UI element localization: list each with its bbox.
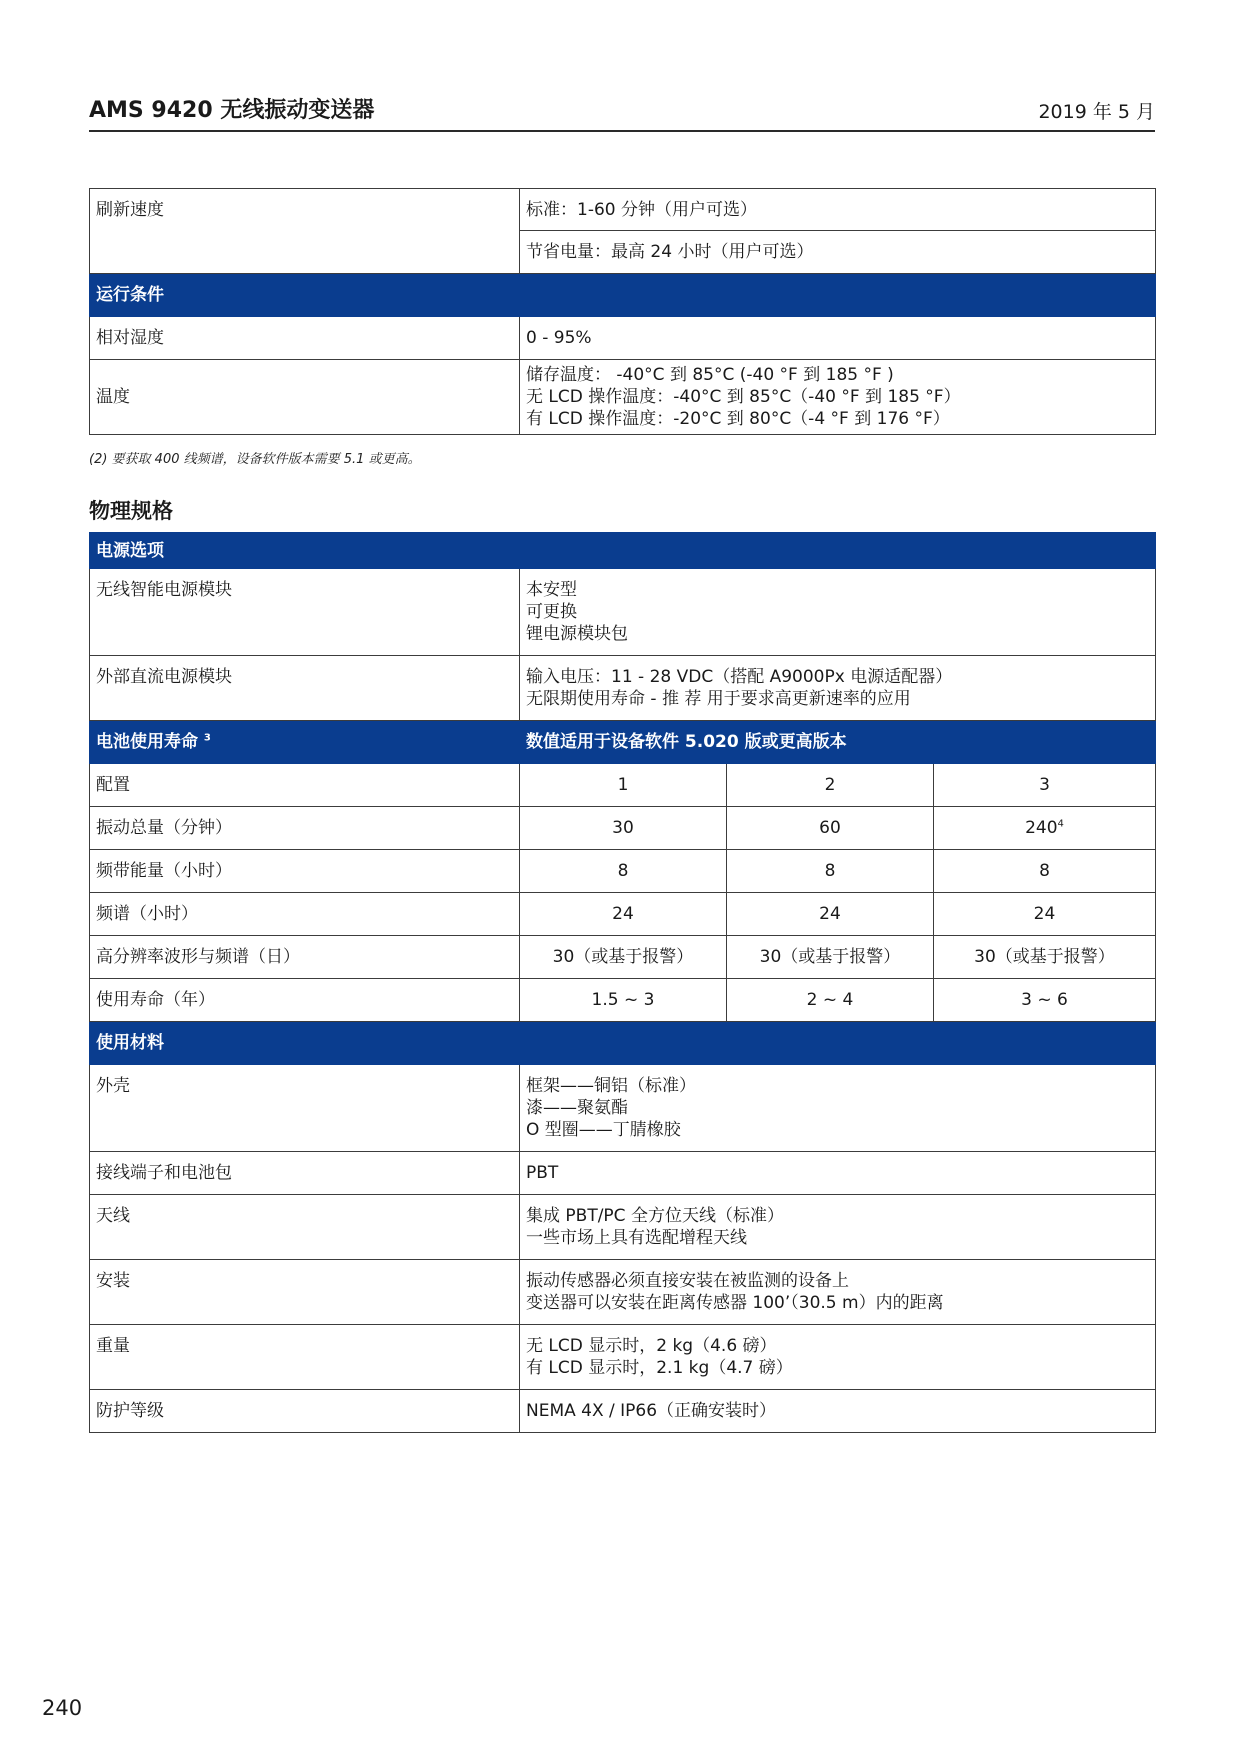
- battery-cell: 24: [727, 893, 934, 936]
- table-row: [90, 656, 1156, 721]
- battery-cell: 8: [934, 850, 1156, 893]
- housing-line: 框架——铜铝（标准）: [526, 1076, 696, 1096]
- housing-value: [520, 1065, 1156, 1152]
- battery-cell: 2: [727, 764, 934, 807]
- smart-power-label: 无线智能电源模块: [90, 569, 520, 656]
- battery-cell: 60: [727, 807, 934, 850]
- document-date: 2019 年 5 月: [1038, 101, 1155, 123]
- temperature-with-lcd: 有 LCD 操作温度：-20°C 到 80°C（-4 °F 到 176 °F）: [526, 409, 950, 429]
- battery-cell: 1: [520, 764, 727, 807]
- table-row: [90, 569, 1156, 656]
- table-row: [90, 850, 1156, 893]
- section-heading: 物理规格: [89, 499, 173, 523]
- temperature-no-lcd: 无 LCD 操作温度：-40°C 到 85°C（-40 °F 到 185 °F）: [526, 387, 961, 407]
- battery-life-title: 电池使用寿命: [96, 732, 198, 752]
- smart-power-line: 本安型: [526, 580, 577, 600]
- table-row: [90, 979, 1156, 1022]
- physical-spec-table: [89, 532, 1156, 1433]
- table-row: [90, 317, 1156, 360]
- battery-row-label: 频带能量（小时）: [90, 850, 520, 893]
- battery-row-label: 高分辨率波形与频谱（日）: [90, 936, 520, 979]
- battery-cell: [934, 807, 1156, 850]
- temperature-value: [520, 360, 1156, 435]
- operating-conditions-header: 运行条件: [90, 274, 1156, 317]
- battery-cell: 2 ~ 4: [727, 979, 934, 1022]
- battery-cell: 24: [934, 893, 1156, 936]
- battery-cell: 24: [520, 893, 727, 936]
- battery-life-header: [90, 721, 520, 764]
- mounting-label: 安装: [90, 1260, 520, 1325]
- weight-value: [520, 1325, 1156, 1390]
- humidity-label: 相对湿度: [90, 317, 520, 360]
- footnote-ref: 3: [203, 732, 211, 744]
- refresh-rate-label: 刷新速度: [90, 189, 520, 274]
- section-band: [90, 721, 1156, 764]
- operating-spec-table: [89, 188, 1156, 435]
- external-dc-line: 输入电压：11 - 28 VDC（搭配 A9000Px 电源适配器）: [526, 667, 953, 687]
- battery-cell: 1.5 ~ 3: [520, 979, 727, 1022]
- mounting-value: [520, 1260, 1156, 1325]
- power-options-header: 电源选项: [90, 533, 1156, 569]
- table-row: [90, 1195, 1156, 1260]
- smart-power-line: 可更换: [526, 602, 577, 622]
- table-row: [90, 1390, 1156, 1433]
- section-band: [90, 1022, 1156, 1065]
- terminal-label: 接线端子和电池包: [90, 1152, 520, 1195]
- battery-cell: 30（或基于报警）: [520, 936, 727, 979]
- materials-header: 使用材料: [90, 1022, 1156, 1065]
- table-row: [90, 1065, 1156, 1152]
- footnote-ref: 4: [1057, 818, 1064, 830]
- external-dc-line: 无限期使用寿命 - 推 荐 用于要求高更新速率的应用: [526, 689, 911, 709]
- refresh-power-save-value: 节省电量：最高 24 小时（用户可选）: [520, 231, 1156, 274]
- weight-line: 无 LCD 显示时，2 kg（4.6 磅）: [526, 1336, 777, 1356]
- table-row: [90, 764, 1156, 807]
- table-row: [90, 1325, 1156, 1390]
- page-header: [89, 96, 1155, 132]
- housing-line: O 型圈——丁腈橡胶: [526, 1120, 681, 1140]
- table-row: [90, 807, 1156, 850]
- page-number: 240: [42, 1696, 83, 1720]
- refresh-standard-value: 标准：1-60 分钟（用户可选）: [520, 189, 1156, 231]
- table-row: [90, 1260, 1156, 1325]
- terminal-value: PBT: [520, 1152, 1156, 1195]
- temperature-label: 温度: [90, 360, 520, 435]
- weight-line: 有 LCD 显示时，2.1 kg（4.7 磅）: [526, 1358, 793, 1378]
- battery-cell: 8: [520, 850, 727, 893]
- mounting-line: 振动传感器必须直接安装在被监测的设备上: [526, 1271, 849, 1291]
- antenna-label: 天线: [90, 1195, 520, 1260]
- section-band: [90, 533, 1156, 569]
- battery-cell: 3 ~ 6: [934, 979, 1156, 1022]
- battery-row-label: 配置: [90, 764, 520, 807]
- battery-row-label: 振动总量（分钟）: [90, 807, 520, 850]
- table-row: [90, 1152, 1156, 1195]
- weight-label: 重量: [90, 1325, 520, 1390]
- table-row: [90, 893, 1156, 936]
- footnote: (2) 要获取 400 线频谱，设备软件版本需要 5.1 或更高。: [89, 452, 421, 467]
- battery-cell: 30: [520, 807, 727, 850]
- battery-row-label: 使用寿命（年）: [90, 979, 520, 1022]
- antenna-value: [520, 1195, 1156, 1260]
- battery-life-note: 数值适用于设备软件 5.020 版或更高版本: [520, 721, 1156, 764]
- battery-cell: 30（或基于报警）: [934, 936, 1156, 979]
- battery-cell-value: 240: [1025, 818, 1058, 838]
- antenna-line: 一些市场上具有选配增程天线: [526, 1228, 747, 1248]
- housing-label: 外壳: [90, 1065, 520, 1152]
- table-row: [90, 189, 1156, 231]
- smart-power-value: [520, 569, 1156, 656]
- protection-label: 防护等级: [90, 1390, 520, 1433]
- external-dc-value: [520, 656, 1156, 721]
- section-band: [90, 274, 1156, 317]
- battery-row-label: 频谱（小时）: [90, 893, 520, 936]
- protection-value: NEMA 4X / IP66（正确安装时）: [520, 1390, 1156, 1433]
- battery-cell: 3: [934, 764, 1156, 807]
- antenna-line: 集成 PBT/PC 全方位天线（标准）: [526, 1206, 784, 1226]
- housing-line: 漆——聚氨酯: [526, 1098, 628, 1118]
- smart-power-line: 锂电源模块包: [526, 624, 628, 644]
- temperature-storage: 储存温度： -40°C 到 85°C (-40 °F 到 185 °F ): [526, 365, 894, 385]
- table-row: [90, 936, 1156, 979]
- battery-cell: 30（或基于报警）: [727, 936, 934, 979]
- external-dc-label: 外部直流电源模块: [90, 656, 520, 721]
- table-row: [90, 360, 1156, 435]
- document-title: AMS 9420 无线振动变送器: [89, 98, 375, 123]
- battery-cell: 8: [727, 850, 934, 893]
- humidity-value: 0 - 95%: [520, 317, 1156, 360]
- mounting-line: 变送器可以安装在距离传感器 100’（30.5 m）内的距离: [526, 1293, 944, 1313]
